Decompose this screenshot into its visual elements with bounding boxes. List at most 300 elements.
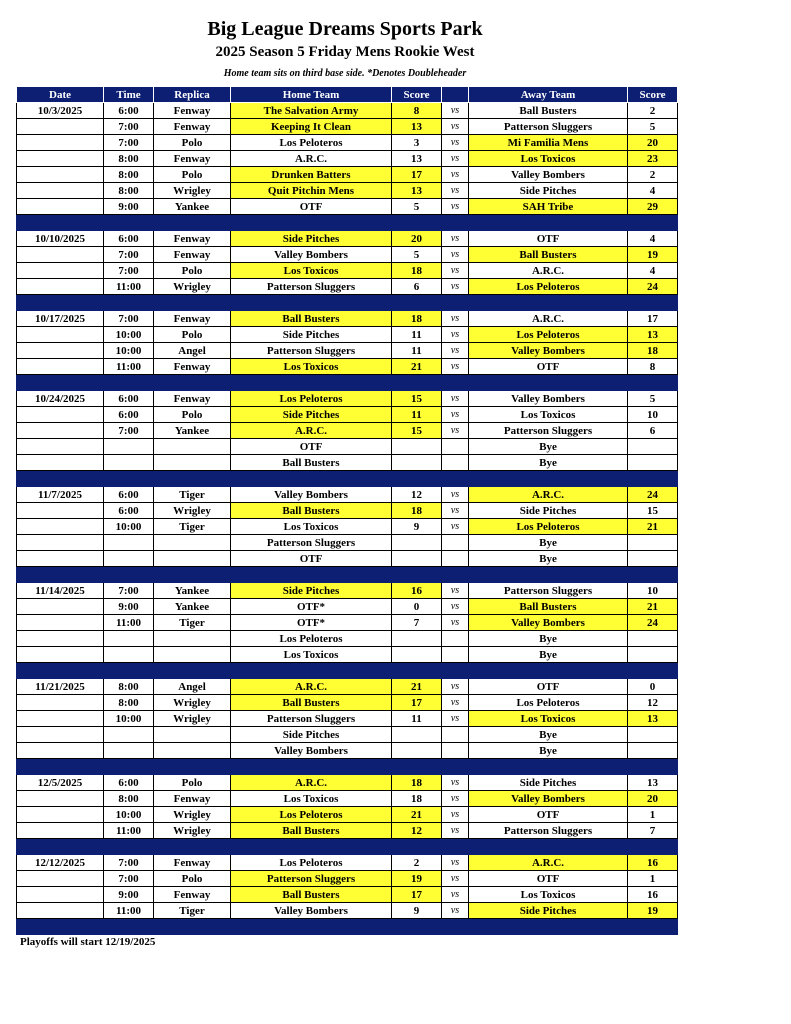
cell-replica: Fenway [154, 391, 231, 407]
cell-home-team: Los Peloteros [231, 135, 392, 151]
cell-vs: vs [442, 359, 469, 375]
page-title: Big League Dreams Sports Park [207, 18, 483, 40]
cell-replica: Fenway [154, 791, 231, 807]
table-row [17, 551, 678, 567]
cell-home-score: 18 [392, 775, 442, 791]
header-date: Date [17, 87, 104, 103]
table-row [17, 103, 678, 119]
cell-vs: vs [442, 599, 469, 615]
cell-home-score: 18 [392, 263, 442, 279]
cell-away-score [628, 647, 678, 663]
table-row [17, 199, 678, 215]
cell-date [17, 631, 104, 647]
week-separator-bar [17, 759, 678, 775]
cell-home-team: Los Toxicos [231, 791, 392, 807]
cell-home-team: Los Peloteros [231, 391, 392, 407]
cell-replica: Fenway [154, 311, 231, 327]
cell-away-score: 20 [628, 791, 678, 807]
week-separator-bar [17, 839, 678, 855]
cell-away-team: Valley Bombers [469, 791, 628, 807]
cell-home-team: Side Pitches [231, 327, 392, 343]
cell-away-team: Bye [469, 631, 628, 647]
cell-away-score: 29 [628, 199, 678, 215]
cell-home-team: Los Peloteros [231, 855, 392, 871]
header-away-score: Score [628, 87, 678, 103]
table-row [17, 807, 678, 823]
table-row [17, 183, 678, 199]
cell-home-team: OTF* [231, 599, 392, 615]
cell-away-score: 21 [628, 599, 678, 615]
cell-home-score: 9 [392, 519, 442, 535]
cell-replica: Wrigley [154, 823, 231, 839]
cell-away-score: 24 [628, 487, 678, 503]
cell-date: 10/24/2025 [17, 391, 104, 407]
cell-date [17, 183, 104, 199]
cell-home-team: Los Peloteros [231, 631, 392, 647]
cell-away-score: 23 [628, 151, 678, 167]
cell-vs [442, 647, 469, 663]
cell-away-team: Los Toxicos [469, 151, 628, 167]
cell-vs: vs [442, 695, 469, 711]
cell-away-score: 15 [628, 503, 678, 519]
cell-replica: Wrigley [154, 183, 231, 199]
cell-away-team: Los Toxicos [469, 887, 628, 903]
cell-away-score: 20 [628, 135, 678, 151]
cell-time: 6:00 [104, 503, 154, 519]
cell-time: 6:00 [104, 391, 154, 407]
table-row [17, 743, 678, 759]
cell-date: 11/21/2025 [17, 679, 104, 695]
table-row [17, 535, 678, 551]
cell-away-score: 17 [628, 311, 678, 327]
week-separator-bar [17, 295, 678, 311]
cell-away-score: 13 [628, 711, 678, 727]
cell-replica: Tiger [154, 615, 231, 631]
cell-vs: vs [442, 119, 469, 135]
cell-vs [442, 551, 469, 567]
cell-vs: vs [442, 423, 469, 439]
cell-home-score: 15 [392, 423, 442, 439]
cell-home-score: 17 [392, 167, 442, 183]
cell-date [17, 439, 104, 455]
cell-date: 12/12/2025 [17, 855, 104, 871]
cell-vs [442, 727, 469, 743]
cell-home-score: 8 [392, 103, 442, 119]
cell-time: 11:00 [104, 359, 154, 375]
cell-home-team: Ball Busters [231, 695, 392, 711]
week-separator [17, 295, 678, 311]
cell-home-team: Side Pitches [231, 407, 392, 423]
cell-home-score: 0 [392, 599, 442, 615]
cell-vs: vs [442, 487, 469, 503]
cell-vs: vs [442, 247, 469, 263]
playoffs-note: Playoffs will start 12/19/2025 [20, 936, 156, 948]
cell-home-team: Los Peloteros [231, 807, 392, 823]
cell-home-team: Ball Busters [231, 887, 392, 903]
cell-date [17, 727, 104, 743]
cell-home-team: A.R.C. [231, 775, 392, 791]
cell-home-score [392, 727, 442, 743]
table-row [17, 119, 678, 135]
cell-home-score: 12 [392, 487, 442, 503]
cell-replica [154, 647, 231, 663]
cell-vs: vs [442, 791, 469, 807]
cell-vs: vs [442, 135, 469, 151]
table-row [17, 887, 678, 903]
cell-date: 10/10/2025 [17, 231, 104, 247]
cell-time: 6:00 [104, 407, 154, 423]
cell-time: 7:00 [104, 247, 154, 263]
cell-vs: vs [442, 519, 469, 535]
cell-home-team: Patterson Sluggers [231, 711, 392, 727]
cell-home-team: OTF [231, 551, 392, 567]
schedule-note: Home team sits on third base side. *Denotes Doubleheader [223, 68, 467, 79]
cell-home-score: 15 [392, 391, 442, 407]
cell-vs: vs [442, 903, 469, 919]
cell-away-score: 24 [628, 615, 678, 631]
cell-home-score: 18 [392, 791, 442, 807]
cell-home-team: Valley Bombers [231, 247, 392, 263]
cell-away-team: Bye [469, 439, 628, 455]
cell-time: 11:00 [104, 903, 154, 919]
cell-time: 11:00 [104, 279, 154, 295]
cell-vs: vs [442, 711, 469, 727]
cell-home-score: 21 [392, 679, 442, 695]
cell-replica: Fenway [154, 247, 231, 263]
week-separator-bar [17, 215, 678, 231]
cell-away-score [628, 439, 678, 455]
cell-time: 9:00 [104, 887, 154, 903]
cell-away-team: Ball Busters [469, 599, 628, 615]
cell-replica: Polo [154, 135, 231, 151]
table-row [17, 615, 678, 631]
cell-date: 11/7/2025 [17, 487, 104, 503]
week-separator [17, 567, 678, 583]
cell-time [104, 647, 154, 663]
table-row [17, 407, 678, 423]
cell-home-score: 18 [392, 311, 442, 327]
cell-time: 8:00 [104, 791, 154, 807]
cell-replica: Polo [154, 871, 231, 887]
cell-home-team: OTF [231, 439, 392, 455]
cell-replica: Yankee [154, 423, 231, 439]
cell-time: 7:00 [104, 311, 154, 327]
cell-vs: vs [442, 887, 469, 903]
cell-replica: Yankee [154, 583, 231, 599]
cell-away-score: 0 [628, 679, 678, 695]
cell-away-score [628, 455, 678, 471]
cell-home-score: 7 [392, 615, 442, 631]
cell-away-team: Los Peloteros [469, 279, 628, 295]
cell-away-score: 4 [628, 231, 678, 247]
cell-replica [154, 455, 231, 471]
cell-home-score [392, 455, 442, 471]
cell-replica [154, 631, 231, 647]
table-row [17, 775, 678, 791]
cell-replica: Fenway [154, 359, 231, 375]
table-row [17, 487, 678, 503]
table-row [17, 343, 678, 359]
cell-time [104, 535, 154, 551]
cell-away-score [628, 727, 678, 743]
table-row [17, 439, 678, 455]
cell-date: 12/5/2025 [17, 775, 104, 791]
cell-vs: vs [442, 199, 469, 215]
cell-date: 11/14/2025 [17, 583, 104, 599]
cell-replica: Polo [154, 775, 231, 791]
cell-home-score: 6 [392, 279, 442, 295]
cell-away-team: Los Peloteros [469, 327, 628, 343]
cell-home-team: OTF* [231, 615, 392, 631]
cell-time: 7:00 [104, 871, 154, 887]
schedule-table [16, 86, 678, 935]
cell-date [17, 327, 104, 343]
cell-replica: Wrigley [154, 807, 231, 823]
cell-time: 7:00 [104, 135, 154, 151]
cell-away-team: Valley Bombers [469, 391, 628, 407]
cell-away-team: Valley Bombers [469, 615, 628, 631]
cell-away-team: Bye [469, 727, 628, 743]
header-home-team: Home Team [231, 87, 392, 103]
table-row [17, 231, 678, 247]
cell-home-score [392, 631, 442, 647]
cell-home-score: 21 [392, 807, 442, 823]
cell-vs: vs [442, 583, 469, 599]
cell-away-team: Patterson Sluggers [469, 119, 628, 135]
cell-home-team: Quit Pitchin Mens [231, 183, 392, 199]
cell-replica: Tiger [154, 487, 231, 503]
cell-vs: vs [442, 615, 469, 631]
cell-time: 7:00 [104, 423, 154, 439]
cell-away-team: OTF [469, 871, 628, 887]
cell-replica: Tiger [154, 519, 231, 535]
cell-date [17, 599, 104, 615]
cell-away-team: Valley Bombers [469, 343, 628, 359]
page-subtitle: 2025 Season 5 Friday Mens Rookie West [215, 44, 475, 60]
cell-date [17, 519, 104, 535]
cell-date [17, 871, 104, 887]
cell-time: 10:00 [104, 343, 154, 359]
table-row [17, 599, 678, 615]
cell-vs: vs [442, 775, 469, 791]
cell-vs [442, 535, 469, 551]
header-time: Time [104, 87, 154, 103]
cell-time: 6:00 [104, 487, 154, 503]
table-row [17, 263, 678, 279]
table-row [17, 391, 678, 407]
cell-date [17, 887, 104, 903]
cell-replica: Polo [154, 263, 231, 279]
cell-vs: vs [442, 263, 469, 279]
cell-date [17, 423, 104, 439]
cell-away-team: Los Toxicos [469, 407, 628, 423]
cell-vs [442, 631, 469, 647]
cell-time: 7:00 [104, 119, 154, 135]
cell-home-score: 13 [392, 183, 442, 199]
cell-replica: Wrigley [154, 695, 231, 711]
cell-replica: Polo [154, 327, 231, 343]
cell-away-score: 5 [628, 391, 678, 407]
cell-home-team: Los Toxicos [231, 519, 392, 535]
cell-replica: Yankee [154, 599, 231, 615]
cell-home-score: 3 [392, 135, 442, 151]
cell-time [104, 631, 154, 647]
cell-time [104, 439, 154, 455]
cell-date [17, 503, 104, 519]
cell-away-team: Side Pitches [469, 183, 628, 199]
cell-away-team: SAH Tribe [469, 199, 628, 215]
cell-away-team: Bye [469, 647, 628, 663]
cell-replica: Yankee [154, 199, 231, 215]
cell-away-score: 4 [628, 183, 678, 199]
cell-date [17, 743, 104, 759]
cell-away-score: 18 [628, 343, 678, 359]
cell-replica: Tiger [154, 903, 231, 919]
cell-home-score: 18 [392, 503, 442, 519]
cell-away-score: 2 [628, 167, 678, 183]
table-header-row [17, 87, 678, 103]
week-separator [17, 759, 678, 775]
cell-away-score [628, 551, 678, 567]
table-row [17, 359, 678, 375]
cell-away-team: Bye [469, 455, 628, 471]
cell-date [17, 903, 104, 919]
cell-time: 10:00 [104, 807, 154, 823]
table-row [17, 903, 678, 919]
table-row [17, 519, 678, 535]
cell-home-score: 11 [392, 711, 442, 727]
cell-home-team: Keeping It Clean [231, 119, 392, 135]
table-row [17, 727, 678, 743]
cell-home-score: 5 [392, 247, 442, 263]
cell-vs: vs [442, 279, 469, 295]
cell-date [17, 151, 104, 167]
cell-away-score: 24 [628, 279, 678, 295]
table-row [17, 327, 678, 343]
week-separator-bar [17, 919, 678, 935]
cell-time: 8:00 [104, 151, 154, 167]
table-row [17, 503, 678, 519]
cell-home-team: A.R.C. [231, 151, 392, 167]
cell-home-score: 5 [392, 199, 442, 215]
cell-replica [154, 727, 231, 743]
cell-away-team: Patterson Sluggers [469, 823, 628, 839]
cell-away-score [628, 743, 678, 759]
cell-time: 11:00 [104, 615, 154, 631]
cell-home-team: Ball Busters [231, 823, 392, 839]
cell-home-score: 11 [392, 407, 442, 423]
cell-away-score: 16 [628, 887, 678, 903]
cell-vs: vs [442, 855, 469, 871]
cell-away-score: 4 [628, 263, 678, 279]
cell-home-team: Valley Bombers [231, 487, 392, 503]
cell-home-team: Side Pitches [231, 727, 392, 743]
cell-vs: vs [442, 183, 469, 199]
cell-vs [442, 439, 469, 455]
cell-away-score: 1 [628, 871, 678, 887]
cell-away-team: Bye [469, 743, 628, 759]
cell-date [17, 807, 104, 823]
cell-home-team: Los Toxicos [231, 263, 392, 279]
cell-replica: Polo [154, 407, 231, 423]
cell-home-team: Patterson Sluggers [231, 343, 392, 359]
cell-away-team: A.R.C. [469, 487, 628, 503]
cell-time: 10:00 [104, 327, 154, 343]
cell-away-score [628, 535, 678, 551]
cell-date [17, 455, 104, 471]
cell-home-team: Valley Bombers [231, 743, 392, 759]
cell-away-score: 19 [628, 903, 678, 919]
cell-time: 10:00 [104, 519, 154, 535]
week-separator [17, 919, 678, 935]
cell-replica: Polo [154, 167, 231, 183]
cell-away-team: Los Peloteros [469, 519, 628, 535]
cell-vs: vs [442, 503, 469, 519]
cell-replica: Wrigley [154, 711, 231, 727]
cell-replica: Fenway [154, 855, 231, 871]
cell-replica [154, 551, 231, 567]
cell-away-team: A.R.C. [469, 263, 628, 279]
cell-replica: Fenway [154, 119, 231, 135]
cell-date [17, 535, 104, 551]
cell-home-score: 9 [392, 903, 442, 919]
cell-time [104, 551, 154, 567]
cell-time: 6:00 [104, 231, 154, 247]
cell-away-score: 8 [628, 359, 678, 375]
cell-time: 8:00 [104, 183, 154, 199]
cell-home-score [392, 551, 442, 567]
cell-vs: vs [442, 343, 469, 359]
cell-home-team: Ball Busters [231, 455, 392, 471]
cell-vs: vs [442, 103, 469, 119]
cell-away-score: 13 [628, 775, 678, 791]
cell-away-team: Side Pitches [469, 503, 628, 519]
cell-home-score [392, 647, 442, 663]
cell-date [17, 119, 104, 135]
cell-vs: vs [442, 807, 469, 823]
cell-vs: vs [442, 167, 469, 183]
week-separator [17, 471, 678, 487]
cell-home-team: Ball Busters [231, 311, 392, 327]
table-row [17, 679, 678, 695]
table-row [17, 871, 678, 887]
cell-replica [154, 535, 231, 551]
cell-away-score: 2 [628, 103, 678, 119]
cell-vs: vs [442, 311, 469, 327]
cell-home-score: 2 [392, 855, 442, 871]
cell-time: 6:00 [104, 775, 154, 791]
cell-home-score: 16 [392, 583, 442, 599]
week-separator [17, 375, 678, 391]
cell-time [104, 727, 154, 743]
cell-vs: vs [442, 391, 469, 407]
cell-home-team: Patterson Sluggers [231, 871, 392, 887]
cell-away-team: A.R.C. [469, 311, 628, 327]
table-row [17, 151, 678, 167]
cell-away-score: 6 [628, 423, 678, 439]
cell-date [17, 199, 104, 215]
cell-away-team: Ball Busters [469, 103, 628, 119]
cell-away-team: Valley Bombers [469, 167, 628, 183]
cell-time: 8:00 [104, 695, 154, 711]
cell-away-score: 21 [628, 519, 678, 535]
cell-away-score: 1 [628, 807, 678, 823]
table-row [17, 279, 678, 295]
week-separator-bar [17, 471, 678, 487]
week-separator-bar [17, 567, 678, 583]
cell-date [17, 407, 104, 423]
cell-vs: vs [442, 823, 469, 839]
